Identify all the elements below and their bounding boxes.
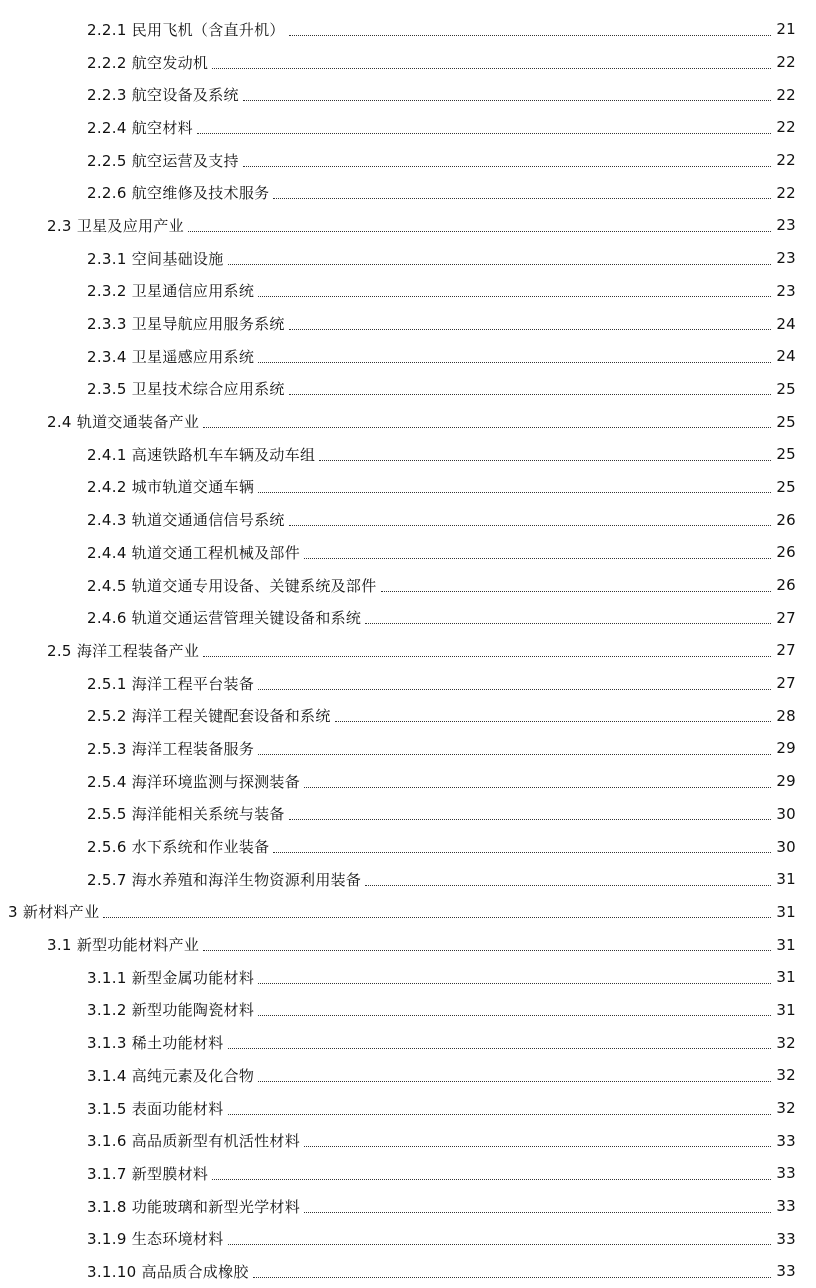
toc-entry-page-number: 32: [776, 1066, 796, 1085]
toc-entry[interactable]: [0, 699, 816, 732]
toc-entry[interactable]: [0, 1092, 816, 1125]
toc-entry-title: 3.1 新型功能材料产业: [47, 936, 200, 955]
toc-entry-title: 2.3 卫星及应用产业: [47, 216, 184, 235]
toc-entry[interactable]: [0, 340, 816, 373]
toc-entry-page-number: 29: [776, 739, 796, 758]
toc-entry-page-number: 29: [776, 772, 796, 791]
toc-entry-title: 2.5.6 水下系统和作业装备: [87, 838, 270, 857]
toc-entry[interactable]: [0, 1124, 816, 1157]
toc-entry-title: 2.4 轨道交通装备产业: [47, 413, 200, 432]
toc-dot-leader: [273, 198, 771, 199]
toc-entry-title: 2.3.4 卫星遥感应用系统: [87, 347, 255, 366]
toc-entry-page-number: 22: [776, 85, 796, 104]
toc-entry-title: 3.1.5 表面功能材料: [87, 1099, 224, 1118]
toc-entry-page-number: 26: [776, 510, 796, 529]
toc-entry-title: 3.1.8 功能玻璃和新型光学材料: [87, 1197, 301, 1216]
toc-entry-page-number: 27: [776, 608, 796, 627]
toc-entry-page-number: 25: [776, 477, 796, 496]
toc-entry-page-number: 31: [776, 1000, 796, 1019]
toc-entry[interactable]: [0, 798, 816, 831]
toc-entry[interactable]: [0, 732, 816, 765]
toc-entry[interactable]: [0, 1157, 816, 1190]
toc-entry-page-number: 33: [776, 1262, 796, 1281]
toc-entry-page-number: 33: [776, 1131, 796, 1150]
toc-entry-page-number: 24: [776, 347, 796, 366]
toc-entry[interactable]: [0, 13, 816, 46]
toc-dot-leader: [203, 656, 771, 657]
toc-entry-title: 3.1.10 高品质合成橡胶: [87, 1262, 249, 1281]
toc-entry-title: 2.3.3 卫星导航应用服务系统: [87, 315, 285, 334]
toc-entry-page-number: 31: [776, 935, 796, 954]
toc-entry-title: 2.3.1 空间基础设施: [87, 249, 224, 268]
toc-dot-leader: [228, 1114, 771, 1115]
toc-entry[interactable]: [0, 569, 816, 602]
toc-dot-leader: [289, 35, 771, 36]
toc-dot-leader: [253, 1277, 771, 1278]
toc-dot-leader: [258, 754, 771, 755]
toc-entry[interactable]: [0, 78, 816, 111]
toc-dot-leader: [258, 1015, 771, 1016]
toc-entry-page-number: 27: [776, 641, 796, 660]
toc-dot-leader: [304, 558, 771, 559]
toc-entry[interactable]: [0, 1190, 816, 1223]
toc-entry-title: 2.2.5 航空运营及支持: [87, 151, 239, 170]
toc-dot-leader: [258, 983, 771, 984]
toc-entry[interactable]: [0, 994, 816, 1027]
toc-dot-leader: [304, 1146, 771, 1147]
toc-dot-leader: [258, 492, 771, 493]
toc-entry[interactable]: [0, 830, 816, 863]
toc-entry[interactable]: [0, 961, 816, 994]
toc-dot-leader: [273, 852, 771, 853]
toc-entry-page-number: 33: [776, 1229, 796, 1248]
toc-entry[interactable]: [0, 1059, 816, 1092]
toc-entry[interactable]: [0, 896, 816, 929]
toc-entry-page-number: 25: [776, 412, 796, 431]
toc-entry-title: 2.2.1 民用飞机（含直升机）: [87, 20, 285, 39]
toc-entry-title: 2.2.6 航空维修及技术服务: [87, 184, 270, 203]
toc-entry-title: 2.5.1 海洋工程平台装备: [87, 674, 255, 693]
toc-dot-leader: [258, 1081, 771, 1082]
toc-entry[interactable]: [0, 307, 816, 340]
toc-entry-page-number: 32: [776, 1099, 796, 1118]
toc-entry-page-number: 24: [776, 314, 796, 333]
toc-entry-title: 2.5.2 海洋工程关键配套设备和系统: [87, 707, 331, 726]
toc-entry-page-number: 22: [776, 151, 796, 170]
toc-entry[interactable]: [0, 242, 816, 275]
toc-entry-title: 2.4.1 高速铁路机车车辆及动车组: [87, 445, 316, 464]
toc-dot-leader: [381, 591, 771, 592]
toc-dot-leader: [289, 329, 771, 330]
toc-entry[interactable]: [0, 1255, 816, 1288]
toc-entry-title: 2.4.2 城市轨道交通车辆: [87, 478, 255, 497]
toc-entry-title: 2.4.5 轨道交通专用设备、关键系统及部件: [87, 576, 377, 595]
toc-entry[interactable]: [0, 405, 816, 438]
toc-dot-leader: [188, 231, 771, 232]
toc-entry[interactable]: [0, 373, 816, 406]
toc-entry[interactable]: [0, 144, 816, 177]
toc-entry-page-number: 33: [776, 1197, 796, 1216]
toc-dot-leader: [289, 819, 771, 820]
toc-entry[interactable]: [0, 46, 816, 79]
toc-entry[interactable]: [0, 503, 816, 536]
toc-dot-leader: [304, 1212, 771, 1213]
toc-dot-leader: [103, 917, 771, 918]
toc-entry-page-number: 23: [776, 281, 796, 300]
toc-entry-title: 2.2.2 航空发动机: [87, 53, 209, 72]
toc-entry-title: 3.1.1 新型金属功能材料: [87, 968, 255, 987]
toc-entry-page-number: 31: [776, 968, 796, 987]
toc-dot-leader: [258, 362, 771, 363]
toc-dot-leader: [365, 885, 771, 886]
toc-dot-leader: [197, 133, 771, 134]
toc-entry-page-number: 33: [776, 1164, 796, 1183]
toc-entry-title: 2.5.7 海水养殖和海洋生物资源利用装备: [87, 870, 362, 889]
toc-dot-leader: [228, 1244, 771, 1245]
toc-entry-page-number: 21: [776, 20, 796, 39]
toc-entry[interactable]: [0, 667, 816, 700]
toc-entry[interactable]: [0, 438, 816, 471]
toc-dot-leader: [304, 787, 771, 788]
toc-entry-page-number: 25: [776, 445, 796, 464]
toc-entry[interactable]: [0, 275, 816, 308]
toc-dot-leader: [203, 427, 771, 428]
toc-dot-leader: [203, 950, 771, 951]
toc-entry[interactable]: [0, 536, 816, 569]
toc-entry-page-number: 22: [776, 118, 796, 137]
toc-dot-leader: [258, 296, 771, 297]
toc-entry[interactable]: [0, 863, 816, 896]
toc-entry-title: 2.5.3 海洋工程装备服务: [87, 739, 255, 758]
toc-dot-leader: [243, 100, 771, 101]
toc-entry-page-number: 30: [776, 837, 796, 856]
toc-entry-title: 2.4.3 轨道交通通信信号系统: [87, 511, 285, 530]
toc-dot-leader: [289, 394, 771, 395]
toc-dot-leader: [243, 166, 771, 167]
toc-entry[interactable]: [0, 634, 816, 667]
toc-entry-page-number: 23: [776, 249, 796, 268]
toc-entry[interactable]: [0, 176, 816, 209]
toc-dot-leader: [335, 721, 771, 722]
toc-entry-title: 3.1.7 新型膜材料: [87, 1164, 209, 1183]
toc-entry-page-number: 31: [776, 870, 796, 889]
toc-entry-title: 3 新材料产业: [8, 903, 100, 922]
toc-entry[interactable]: [0, 601, 816, 634]
toc-entry-title: 3.1.6 高品质新型有机活性材料: [87, 1132, 301, 1151]
toc-entry-title: 2.2.3 航空设备及系统: [87, 86, 239, 105]
toc-entry-title: 2.5.4 海洋环境监测与探测装备: [87, 772, 301, 791]
toc-dot-leader: [289, 525, 771, 526]
toc-dot-leader: [212, 1179, 771, 1180]
toc-entry-title: 2.4.4 轨道交通工程机械及部件: [87, 543, 301, 562]
toc-entry-page-number: 32: [776, 1033, 796, 1052]
toc-entry[interactable]: [0, 1222, 816, 1255]
toc-dot-leader: [365, 623, 771, 624]
toc-entry[interactable]: [0, 928, 816, 961]
toc-entry[interactable]: [0, 111, 816, 144]
toc-entry-title: 3.1.4 高纯元素及化合物: [87, 1066, 255, 1085]
toc-entry[interactable]: [0, 209, 816, 242]
toc-entry-title: 2.5.5 海洋能相关系统与装备: [87, 805, 285, 824]
toc-entry-page-number: 25: [776, 379, 796, 398]
toc-dot-leader: [228, 1048, 771, 1049]
toc-entry[interactable]: [0, 471, 816, 504]
toc-dot-leader: [258, 689, 771, 690]
toc-entry-title: 3.1.2 新型功能陶瓷材料: [87, 1001, 255, 1020]
toc-dot-leader: [212, 68, 771, 69]
toc-entry-page-number: 28: [776, 706, 796, 725]
table-of-contents: [0, 13, 816, 1288]
toc-entry[interactable]: [0, 765, 816, 798]
toc-entry-title: 2.3.5 卫星技术综合应用系统: [87, 380, 285, 399]
toc-dot-leader: [319, 460, 771, 461]
toc-entry-title: 2.4.6 轨道交通运营管理关键设备和系统: [87, 609, 362, 628]
toc-entry-page-number: 27: [776, 674, 796, 693]
toc-entry[interactable]: [0, 1026, 816, 1059]
toc-dot-leader: [228, 264, 771, 265]
toc-entry-page-number: 22: [776, 53, 796, 72]
toc-entry-title: 3.1.3 稀土功能材料: [87, 1034, 224, 1053]
toc-entry-page-number: 26: [776, 576, 796, 595]
toc-entry-page-number: 31: [776, 902, 796, 921]
toc-entry-page-number: 26: [776, 543, 796, 562]
toc-entry-title: 3.1.9 生态环境材料: [87, 1230, 224, 1249]
toc-entry-page-number: 30: [776, 804, 796, 823]
toc-entry-title: 2.5 海洋工程装备产业: [47, 641, 200, 660]
toc-entry-title: 2.3.2 卫星通信应用系统: [87, 282, 255, 301]
toc-entry-page-number: 22: [776, 183, 796, 202]
toc-entry-page-number: 23: [776, 216, 796, 235]
toc-entry-title: 2.2.4 航空材料: [87, 118, 193, 137]
